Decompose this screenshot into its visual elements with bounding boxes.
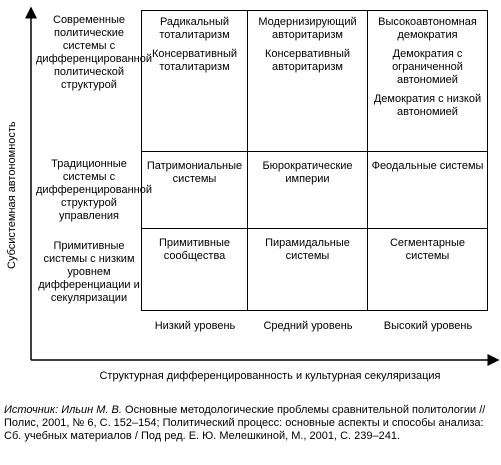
cell-item: Модернизирующий авторитаризм [258,16,357,41]
cell-item: Пирамидальные системы [265,237,350,262]
cell-item: Демократия с ограниченной автономией [392,48,463,86]
source-text: Основные методологические проблемы сравнительной политологии // Полис, 2001, № 6, С. 152–154; Политический процесс: основные аспекты и способы анализа: Сб. учебных материалов / Под ред. Е. Ю. Мелешкиной, М., 2001, С. 239–241. [4,404,486,442]
column-label-medium: Средний уровень [263,320,353,332]
cell-item: Феодальные системы [371,160,484,172]
grid-cell [368,11,488,152]
grid-row-modern [142,11,488,152]
cell-item: Сегментарные системы [389,237,466,262]
cell-item: Консервативный авторитаризм [264,48,351,73]
typology-grid [141,10,488,311]
grid-cell [142,152,248,229]
y-axis-label: Субсистемная автономность [6,121,18,269]
grid-row-traditional [142,152,488,229]
cell-item: Бюрократические империи [262,160,353,185]
row-label-traditional: Традиционные системы с дифференцированной структурой управления [36,158,153,222]
grid-cell [248,229,368,311]
cell-item: Примитивные сообщества [158,237,230,262]
grid-cell [368,229,488,311]
cell-item: Патримониальные системы [146,160,243,185]
column-label-high: Высокий уровень [383,320,473,332]
grid-row-primitive [142,229,488,311]
column-label-low: Низкий уровень [154,320,236,332]
grid-cell [368,152,488,229]
cell-item: Демократия с низкой автономией [373,93,482,118]
source-note [4,404,499,443]
grid-cell [248,11,368,152]
grid-cell [142,11,248,152]
row-label-modern: Современные политические системы с дифференцированной политической структурой [36,14,153,91]
x-axis-label: Структурная дифференцированность и культурная секуляризация [99,370,441,382]
grid-cell [248,152,368,229]
source-prefix: Источник: Ильин М. В. [4,404,122,416]
cell-item: Радикальный тоталитаризм [159,16,230,41]
cell-item: Высокоавтономная демократия [378,16,477,41]
cell-item: Консервативный тоталитаризм [151,48,238,73]
grid-cell [142,229,248,311]
row-label-primitive: Примитивные системы с низким уровнем дифференциации и секуляризации [38,240,140,304]
